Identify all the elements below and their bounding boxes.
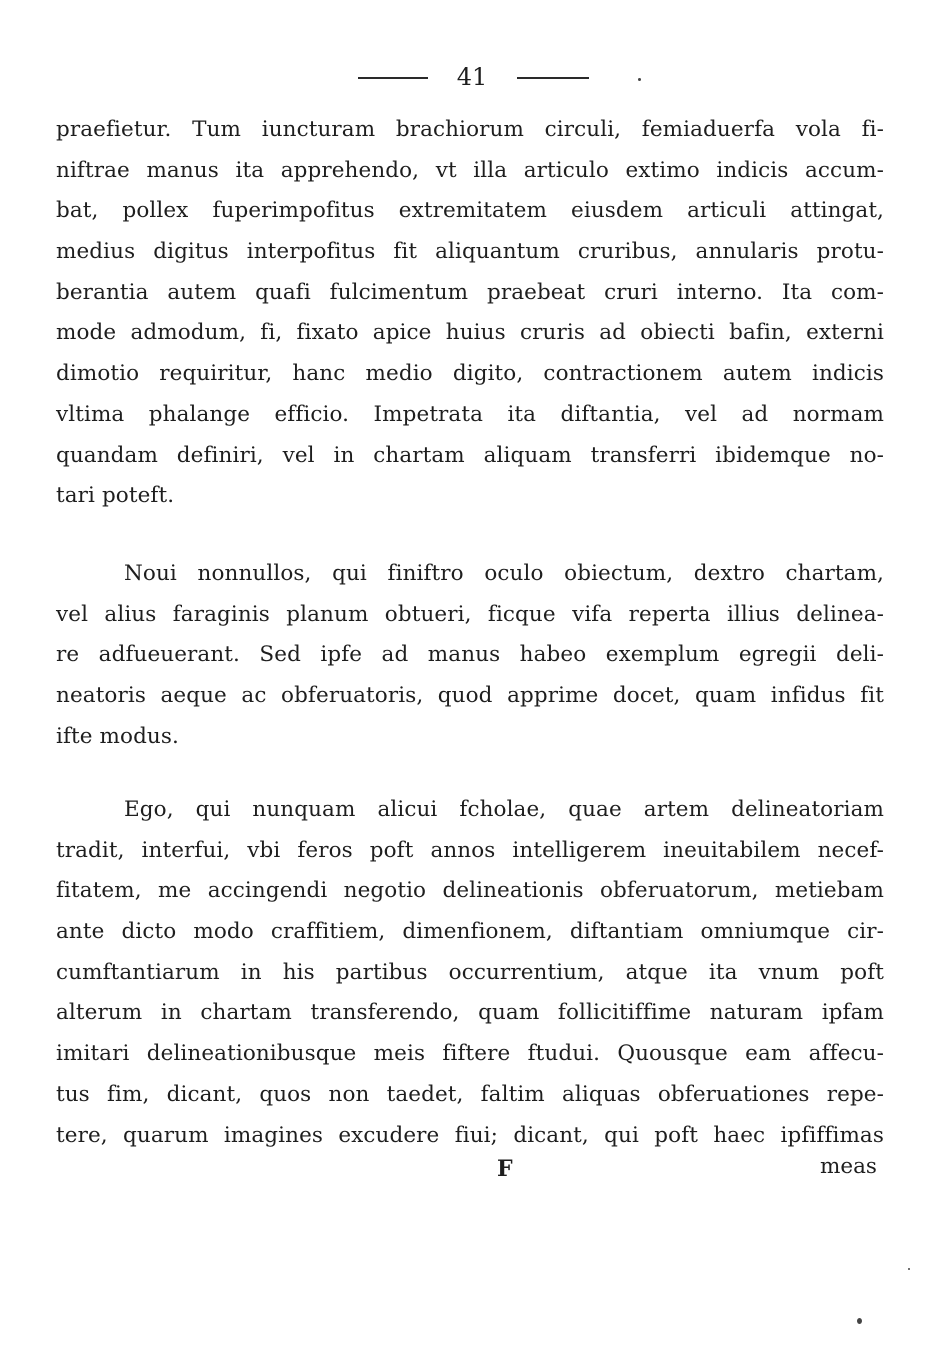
text-line: medius digitus interpofitus fit aliquantum cruribus, annularis protu- [56,239,884,265]
header-rule-left [358,77,428,79]
text-line: tere, quarum imagines excudere fiui; dicant, qui poft haec ipfiffimas [56,1122,884,1148]
paragraph-1 [56,110,884,517]
catchword: meas [820,1154,877,1179]
header-rule-right [517,77,589,79]
text-line: re adfueuerant. Sed ipfe ad manus habeo exemplum egregii deli- [56,642,884,668]
text-line: mode admodum, fi, fixato apice huius cruris ad obiecti bafin, externi [56,320,884,346]
text-line: ifte modus. [56,723,179,749]
text-line: quandam definiri, vel in chartam aliquam transferri ibidemque no- [56,442,884,468]
page-number: 41 [456,63,488,91]
text-line: berantia autem quafi fulcimentum praebeat cruri interno. Ita com- [56,279,884,305]
text-line: imitari delineationibusque meis fiftere ftudui. Quousque eam affecu- [56,1041,884,1067]
text-line: vltima phalange efficio. Impetrata ita diftantia, vel ad normam [56,401,884,427]
paragraph-2 [56,554,884,757]
text-line: tus fim, dicant, quos non taedet, faltim aliquas obferuationes repe- [56,1081,884,1107]
text-line: Noui nonnullos, qui finiftro oculo obiectum, dextro chartam, [124,561,884,586]
ink-speck [908,1268,910,1270]
text-line: cumftantiarum in his partibus occurrentium, atque ita vnum poft [56,959,884,985]
text-line: alterum in chartam transferendo, quam follicitiffime naturam ipfam [56,1000,884,1026]
signature-mark: F [497,1156,513,1182]
text-line: neatoris aeque ac obferuatoris, quod apprime docet, quam infidus fit [56,683,884,709]
ink-speck [638,78,641,81]
paragraph-3 [56,790,884,1156]
text-line: tari poteft. [56,483,175,509]
ink-speck [857,1318,862,1324]
text-line: praefietur. Tum iuncturam brachiorum circuli, femiaduerfa vola fi- [56,117,884,142]
text-line: Ego, qui nunquam alicui fcholae, quae artem delineatoriam [124,797,884,822]
text-line: dimotio requiritur, hanc medio digito, contractionem autem indicis [56,361,884,387]
text-line: bat, pollex fuperimpofitus extremitatem eiusdem articuli attingat, [56,198,884,224]
text-line: niftrae manus ita apprehendo, vt illa articulo extimo indicis accum- [56,157,884,183]
text-line: fitatem, me accingendi negotio delineationis obferuatorum, metiebam [56,878,884,904]
text-line: ante dicto modo craffitiem, dimenfionem, diftantiam omniumque cir- [56,919,884,945]
text-line: vel alius faraginis planum obtueri, ficque vifa reperta illius delinea- [56,601,884,627]
page-header [0,62,950,92]
text-line: tradit, interfui, vbi feros poft annos intelligerem ineuitabilem necef- [56,837,884,863]
